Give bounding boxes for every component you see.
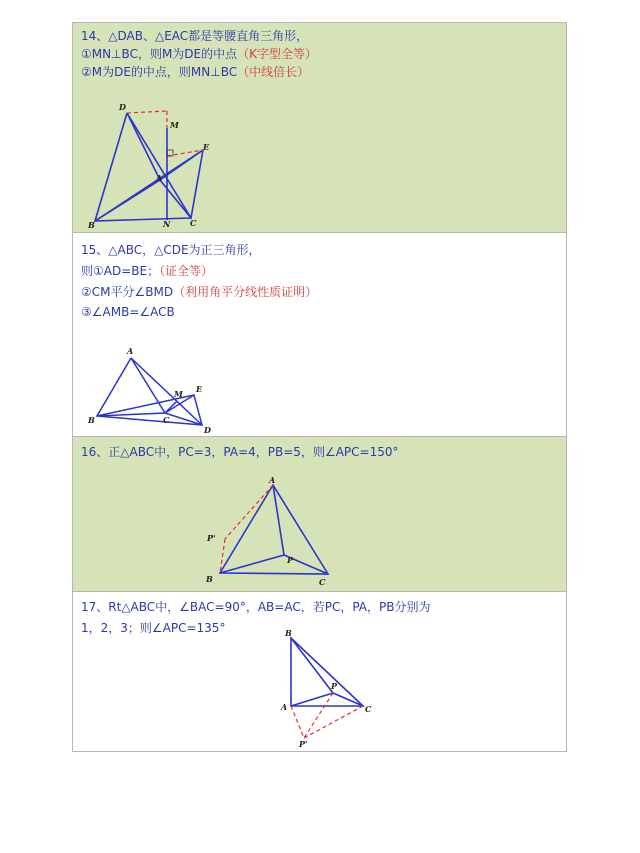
label-b: B xyxy=(88,220,95,230)
label-p: P xyxy=(287,555,294,565)
label-p-prime: P' xyxy=(207,533,216,543)
label-e: E xyxy=(203,142,210,152)
worksheet xyxy=(72,22,567,752)
label-a: A xyxy=(281,702,288,712)
dashed-c-p-prime xyxy=(304,706,363,738)
label-p: P xyxy=(331,681,338,691)
label-a: A xyxy=(127,346,134,356)
label-m: M xyxy=(170,120,179,130)
label-e: E xyxy=(196,384,203,394)
label-c: C xyxy=(190,218,197,228)
problem-16-panel xyxy=(73,437,566,591)
problem-15-figure xyxy=(73,233,566,436)
segment-bc xyxy=(95,218,191,221)
label-p-prime: P' xyxy=(299,739,308,749)
problem-14-line-3-note: （中线倍长） xyxy=(237,65,310,79)
dashed-d-extension xyxy=(127,111,167,113)
problem-15-panel xyxy=(73,233,566,436)
problem-14-line-1-text: 14、△DAB、△EAC都是等腰直角三角形， xyxy=(81,29,309,43)
label-d: D xyxy=(119,102,126,112)
problem-15-line-3-note: （利用角平分线性质证明） xyxy=(173,285,318,299)
label-d: D xyxy=(204,425,211,435)
segment-pa xyxy=(291,693,333,706)
problem-14-figure xyxy=(73,23,566,232)
label-c: C xyxy=(163,415,170,425)
triangle-abc xyxy=(291,638,363,706)
label-a: A xyxy=(156,173,163,183)
problem-17-panel xyxy=(73,592,566,751)
label-c: C xyxy=(319,577,326,587)
problem-15-line-3-text: ②CM平分∠BMD xyxy=(81,285,174,299)
label-m: M xyxy=(174,389,183,399)
problem-14-line-3-text: ②M为DE的中点，则MN⊥BC xyxy=(81,65,238,79)
problem-17-line-2-text: 1，2，3；则∠APC=135° xyxy=(81,621,226,635)
segment-pa xyxy=(273,485,284,555)
dashed-ap-prime xyxy=(225,485,273,539)
problem-16-line-1-text: 16、正△ABC中，PC=3，PA=4，PB=5，则∠APC=150° xyxy=(81,445,399,459)
triangle-abc xyxy=(220,485,328,574)
label-n: N xyxy=(163,219,171,229)
problem-16-figure xyxy=(73,437,566,591)
triangle-dab xyxy=(95,113,163,221)
label-b: B xyxy=(285,628,292,638)
problem-15-line-4-text: ③∠AMB=∠ACB xyxy=(81,305,175,319)
segment-pc xyxy=(333,693,363,706)
problem-15-line-1-text: 15、△ABC，△CDE为正三角形， xyxy=(81,243,261,257)
problem-17-line-1-text: 17、Rt△ABC中，∠BAC=90°，AB=AC，若PC，PA，PB分别为 xyxy=(81,600,431,614)
problem-14-panel xyxy=(73,23,566,232)
problem-17-figure xyxy=(73,592,566,751)
triangle-abc xyxy=(97,358,165,416)
label-a: A xyxy=(269,475,276,485)
label-b: B xyxy=(88,415,95,425)
problem-14-line-2-text: ①MN⊥BC，则M为DE的中点 xyxy=(81,47,238,61)
label-b: B xyxy=(206,574,213,584)
problem-15-line-2-note: （证全等） xyxy=(159,264,214,278)
problem-14-line-2-note: （K字型全等） xyxy=(237,47,317,61)
dashed-p-p-prime xyxy=(304,693,333,738)
segment-pb xyxy=(291,638,333,693)
problem-15-line-2-text: 则①AD=BE； xyxy=(81,264,160,278)
dashed-a-p-prime xyxy=(291,706,304,738)
label-c: C xyxy=(365,704,372,714)
